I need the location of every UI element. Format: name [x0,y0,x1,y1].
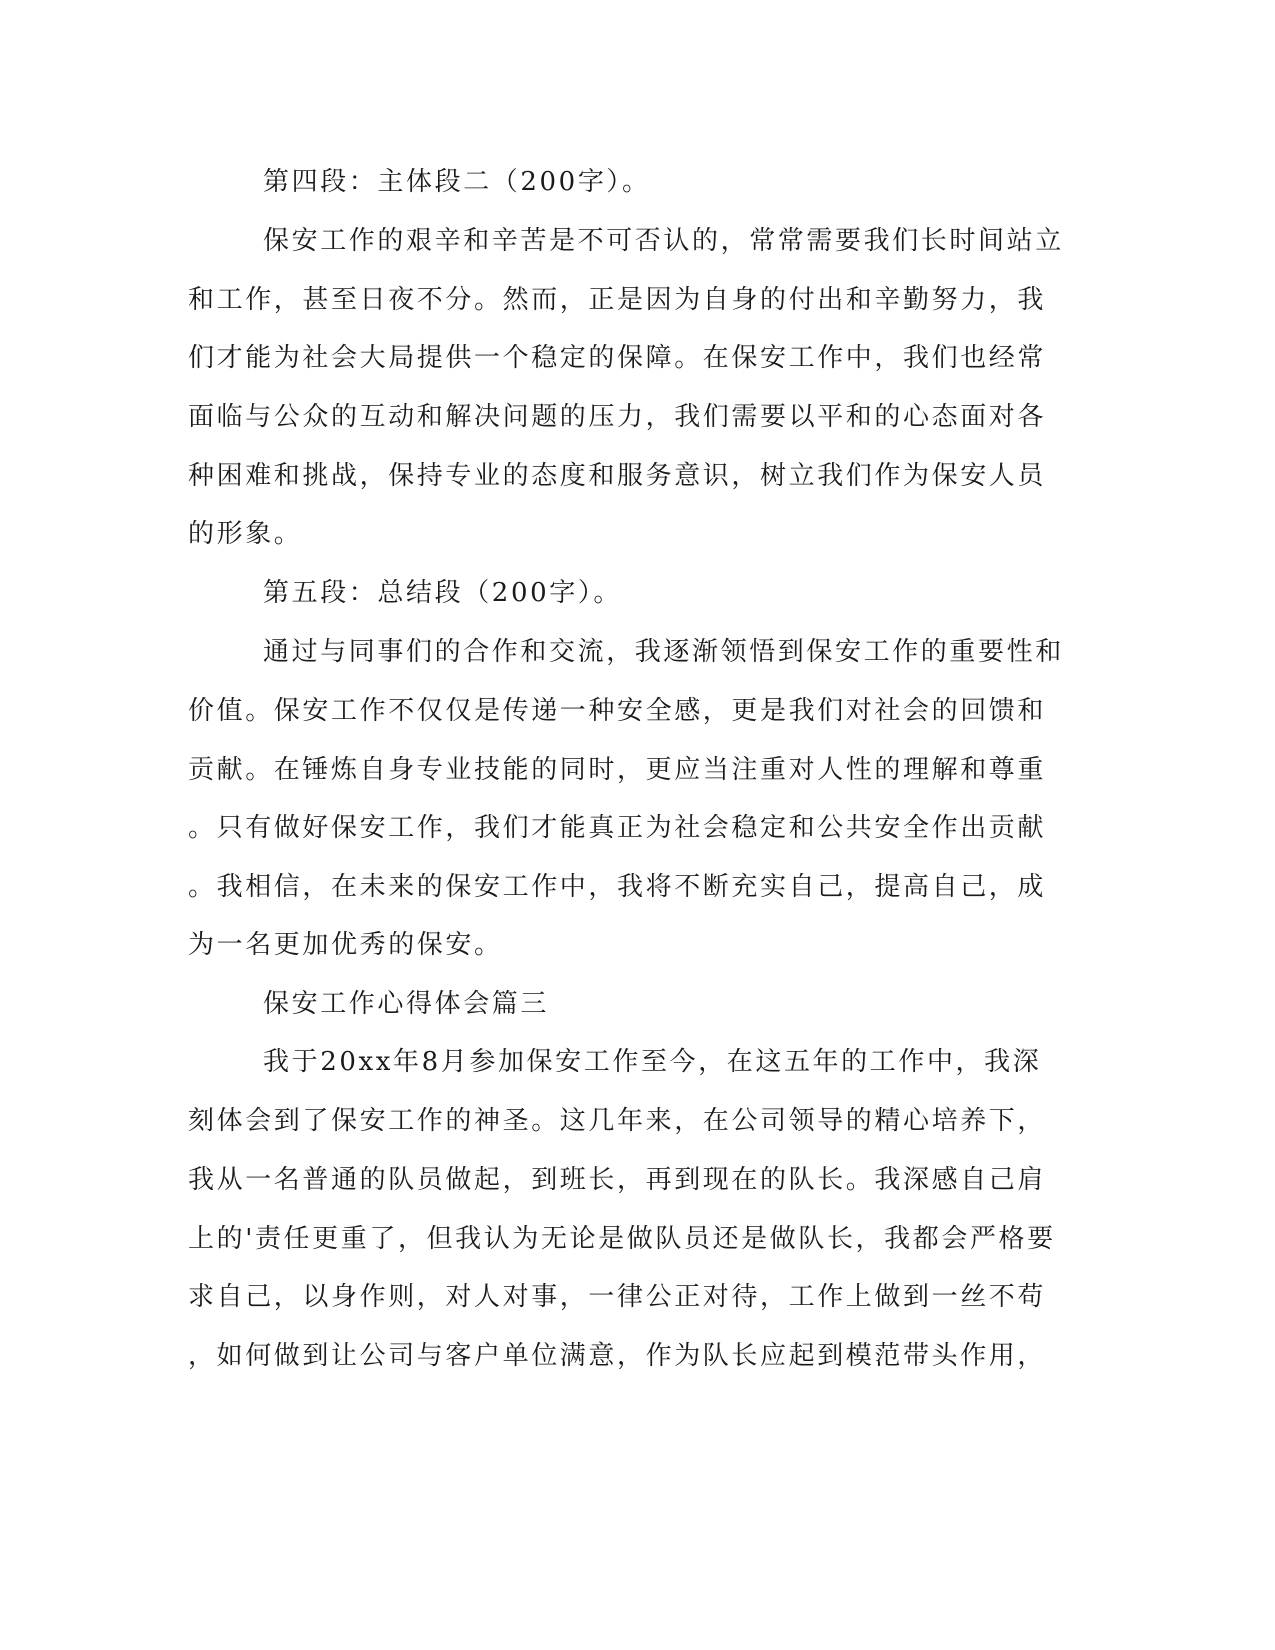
paragraph-line: 价值。保安工作不仅仅是传递一种安全感，更是我们对社会的回馈和 [188,696,1047,726]
heading-part-three: 保安工作心得体会篇三 [263,989,550,1019]
paragraph-line: 上的'责任更重了，但我认为无论是做队员还是做队长，我都会严格要 [188,1224,1056,1254]
paragraph-line: 求自己，以身作则，对人对事，一律公正对待，工作上做到一丝不苟 [188,1282,1047,1312]
paragraph-line: 保安工作的艰辛和辛苦是不可否认的，常常需要我们长时间站立 [263,226,1064,256]
paragraph-line: 们才能为社会大局提供一个稳定的保障。在保安工作中，我们也经常 [188,343,1047,373]
paragraph-line: 和工作，甚至日夜不分。然而，正是因为自身的付出和辛勤努力，我 [188,285,1047,315]
paragraph-line: 。我相信，在未来的保安工作中，我将不断充实自己，提高自己，成 [188,872,1047,902]
paragraph-line: 通过与同事们的合作和交流，我逐渐领悟到保安工作的重要性和 [263,637,1064,667]
paragraph-line: 种困难和挑战，保持专业的态度和服务意识，树立我们作为保安人员 [188,461,1047,491]
paragraph-line: 。只有做好保安工作，我们才能真正为社会稳定和公共安全作出贡献 [188,813,1047,843]
heading-section-four: 第四段：主体段二（200字）。 [263,167,651,197]
paragraph-line: 为一名更加优秀的保安。 [188,930,503,960]
paragraph-line: 刻体会到了保安工作的神圣。这几年来，在公司领导的精心培养下， [188,1106,1047,1136]
paragraph-line: 面临与公众的互动和解决问题的压力，我们需要以平和的心态面对各 [188,402,1047,432]
paragraph-line: 的形象。 [188,519,303,549]
heading-section-five: 第五段：总结段（200字）。 [263,578,623,608]
paragraph-line: 贡献。在锤炼自身专业技能的同时，更应当注重对人性的理解和尊重 [188,755,1047,785]
paragraph-line: 我于20xx年8月参加保安工作至今，在这五年的工作中，我深 [263,1047,1042,1077]
paragraph-line: ，如何做到让公司与客户单位满意，作为队长应起到模范带头作用， [188,1341,1047,1371]
paragraph-line: 我从一名普通的队员做起，到班长，再到现在的队长。我深感自己肩 [188,1165,1047,1195]
